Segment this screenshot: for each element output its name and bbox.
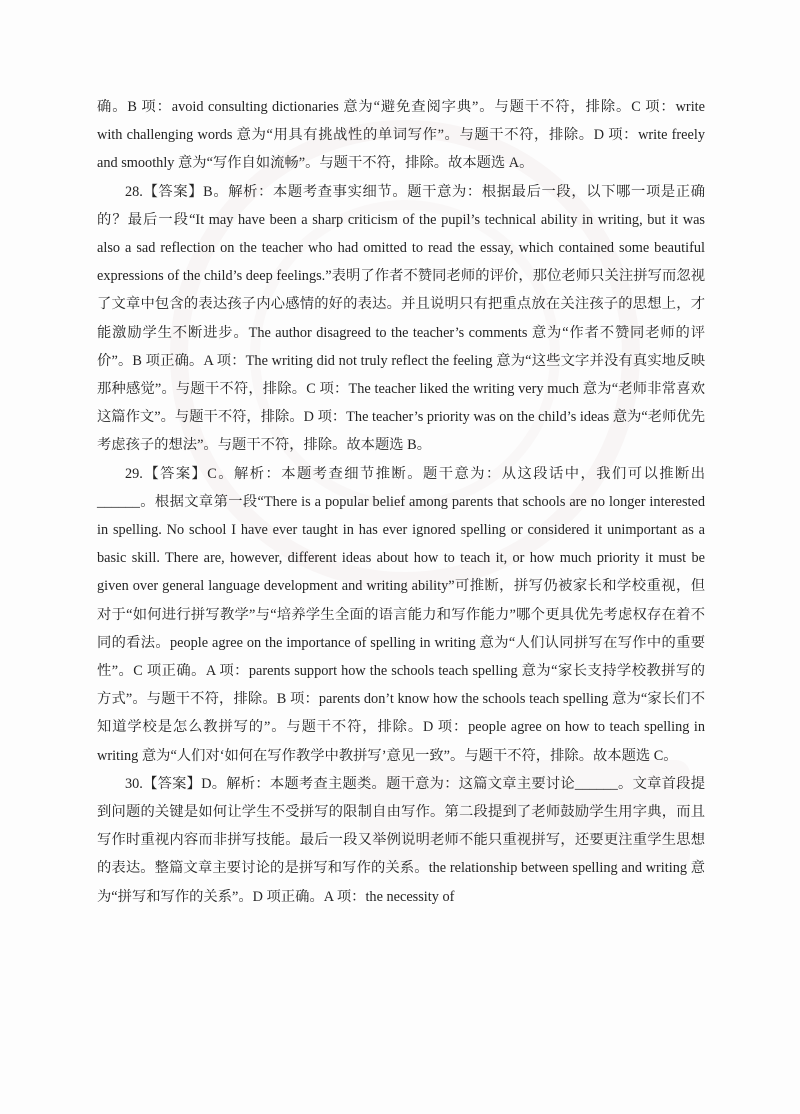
paragraph-answer-30: 30.【答案】D。解析：本题考查主题类。题干意为：这篇文章主要讨论______。文章首段提到问题的关键是如何让学生不受拼写的限制自由写作。第二段提到了老师鼓励学生用字典，而且写作时重视内容而非拼写技能。最后一段又举例说明老师不能只重视拼写，还要更注重学生思想的表达。整篇文章主要讨论的是拼写和写作的关系。the relationship between spelling and writing 意为“拼写和写作的关系”。D 项正确。A 项：the necessity of [97,775,705,905]
paragraph-answer-28: 28.【答案】B。解析：本题考查事实细节。题干意为：根据最后一段，以下哪一项是正确的？最后一段“It may have been a sharp criticism of the pupil’s technical ability in writing, but it was also a sad reflection on the teacher who had omitted to read the essay, which contained some beautiful expressions of the child’s deep feelings.”表明了作者不赞同老师的评价，那位老师只关注拼写而忽视了文章中包含的表达孩子内心感情的好的表达。并且说明只有把重点放在关注孩子的思想上，才能激励学生不断进步。The author disagreed to the teacher’s comments 意为“作者不赞同老师的评价”。B 项正确。A 项：The writing did not truly reflect the feeling 意为“这些文字并没有真实地反映那种感觉”。与题干不符，排除。C 项：The teacher liked the writing very much 意为“老师非常喜欢这篇作文”。与题干不符，排除。D 项：The teacher’s priority was on the child’s ideas 意为“老师优先考虑孩子的想法”。与题干不符，排除。故本题选 B。 [97,183,705,454]
document-body [97,93,705,911]
paragraph-answer-27-end: 确。B 项：avoid consulting dictionaries 意为“避免查阅字典”。与题干不符，排除。C 项：write with challenging words 意为“用具有挑战性的单词写作”。与题干不符，排除。D 项：write freely and smoothly 意为“写作自如流畅”。与题干不符，排除。故本题选 A。 [97,99,705,172]
paragraph-answer-29: 29.【答案】C。解析：本题考查细节推断。题干意为：从这段话中，我们可以推断出______。根据文章第一段“There is a popular belief among parents that schools are no longer interested in spelling. No school I have ever taught in has ever ignored spelling or considered it unimportant as a basic skill. There are, however, different ideas about how to teach it, or how much priority it must be given over general language development and writing ability”可推断，拼写仍被家长和学校重视，但对于“如何进行拼写教学”与“培养学生全面的语言能力和写作能力”哪个更具优先考虑权存在着不同的看法。people agree on the importance of spelling in writing 意为“人们认同拼写在写作中的重要性”。C 项正确。A 项：parents support how the schools teach spelling 意为“家长支持学校教拼写的方式”。与题干不符，排除。B 项：parents don’t know how the schools teach spelling 意为“家长们不知道学校是怎么教拼写的”。与题干不符，排除。D 项：people agree on how to teach spelling in writing 意为“人们对‘如何在写作教学中教拼写’意见一致”。与题干不符，排除。故本题选 C。 [97,465,705,764]
